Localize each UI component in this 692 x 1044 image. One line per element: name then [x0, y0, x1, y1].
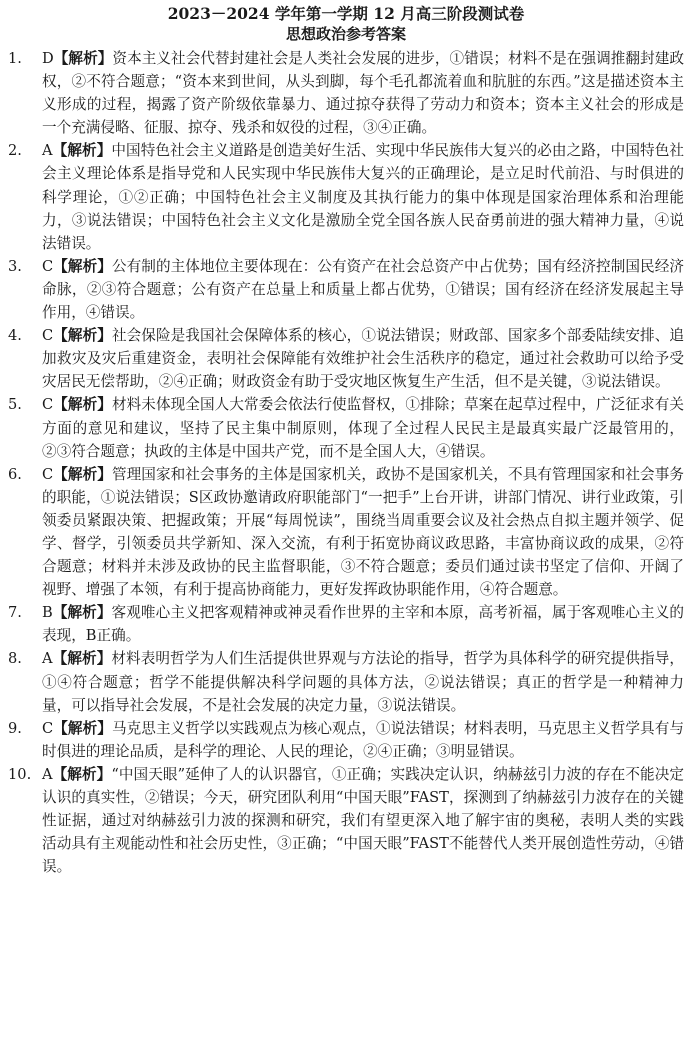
answer-body [42, 393, 684, 462]
answer-item [8, 255, 684, 324]
question-number: 7. [8, 604, 22, 622]
question-number: 5. [8, 396, 22, 414]
analysis-tag: 【解析】 [53, 50, 113, 67]
analysis-text: 材料未体现全国人大常委会依法行使监督权，①排除；草案在起草过程中，广泛征求有关方面的意见和建议，坚持了民主集中制原则，体现了全过程人民民主是最真实最广泛最管用的，②③符合题意；执政的主体是中国共产党，而不是全国人大，④错误。 [42, 396, 684, 460]
answer-item [8, 393, 684, 462]
analysis-tag: 【解析】 [53, 465, 112, 483]
question-number: 1. [8, 50, 22, 67]
analysis-text: 客观唯心主义把客观精神或神灵看作世界的主宰和本原，高考祈福，属于客观唯心主义的表现，B正确。 [42, 604, 684, 645]
question-number: 8. [8, 650, 22, 668]
analysis-tag: 【解析】 [53, 396, 112, 414]
answer-choice: C [42, 257, 54, 275]
analysis-tag: 【解析】 [52, 650, 112, 668]
question-number: 9. [8, 719, 22, 737]
analysis-text: 社会保险是我国社会保障体系的核心，①说法错误；财政部、国家多个部委陆续安排、追加救灾及灾后重建资金，表明社会保障能有效维护社会生活秩序的稳定，通过社会救助可以给予受灾居民无偿帮助，②④正确；财政资金有助于受灾地区恢复生产生活，但不是关键，③说法错误。 [42, 327, 684, 391]
answer-body [42, 601, 684, 647]
answer-item [8, 763, 684, 878]
answer-body [42, 717, 684, 763]
answer-body [42, 324, 684, 393]
answer-choice: A [42, 650, 53, 668]
answer-body [42, 47, 684, 139]
analysis-tag: 【解析】 [53, 257, 112, 275]
analysis-tag: 【解析】 [52, 142, 112, 160]
answer-body [42, 463, 684, 602]
answer-item [8, 463, 684, 602]
analysis-tag: 【解析】 [52, 765, 112, 783]
analysis-text: 管理国家和社会事务的主体是国家机关，政协不是国家机关，不具有管理国家和社会事务的职能，①说法错误；S区政协邀请政府职能部门“一把手”上台开讲，讲部门情况、讲行业政策，引领委员紧跟决策、把握政策；开展“每周悦读”，围绕当周重要会议及社会热点自拟主题并领学、促学、督学，引领委员共学新知、深入交流，有利于拓宽协商议政思路，丰富协商议政的成果，②符合题意；材料并未涉及政协的民主监督职能，③不符合题意；委员们通过读书坚定了信仰、开阔了视野、增强了本领，有利于提高协商能力，更好发挥政协职能作用，④符合题意。 [42, 465, 684, 599]
answer-choice: C [42, 719, 54, 737]
question-number: 6. [8, 465, 22, 483]
analysis-tag: 【解析】 [53, 719, 112, 737]
analysis-tag: 【解析】 [53, 327, 112, 345]
analysis-tag: 【解析】 [52, 604, 112, 622]
analysis-text: 资本主义社会代替封建社会是人类社会发展的进步，①错误；材料不是在强调推翻封建政权，②不符合题意；“资本来到世间，从头到脚，每个毛孔都流着血和肮脏的东西。”这是描述资本主义形成的过程，揭露了资产阶级依靠暴力、通过掠夺获得了劳动力和资本；资本主义社会的形成是一个充满侵略、征服、掠夺、残杀和奴役的过程，③④正确。 [42, 50, 684, 137]
page-title: 2023－2024 学年第一学期 12 月高三阶段测试卷 [167, 4, 525, 23]
analysis-text: 公有制的主体地位主要体现在：公有资产在社会总资产中占优势；国有经济控制国民经济命脉，②③符合题意；公有资产在总量上和质量上都占优势，①错误；国有经济在经济发展起主导作用，④错误。 [42, 257, 684, 322]
analysis-text: 材料表明哲学为人们生活提供世界观与方法论的指导，哲学为具体科学的研究提供指导，①④符合题意；哲学不能提供解决科学问题的具体方法，②说法错误；真正的哲学是一种精神力量，可以指导社会发展，不是社会发展的决定力量，③说法错误。 [42, 650, 684, 714]
answer-item [8, 717, 684, 763]
answer-choice: C [42, 327, 54, 345]
answer-body [42, 139, 684, 254]
answer-body [42, 763, 684, 878]
answer-item [8, 139, 684, 254]
answer-choice: B [42, 604, 53, 622]
page-subtitle: 思想政治参考答案 [285, 25, 406, 43]
answer-item [8, 324, 684, 393]
answer-choice: A [42, 765, 53, 783]
answer-item [8, 47, 684, 139]
answer-item [8, 647, 684, 716]
answer-body [42, 647, 684, 716]
question-number: 10. [8, 765, 32, 783]
answer-choice: A [42, 142, 53, 160]
answer-choice: C [42, 396, 54, 414]
analysis-text: “中国天眼”延伸了人的认识器官，①正确；实践决定认识，纳赫兹引力波的存在不能决定认识的真实性，②错误；今天，研究团队利用“中国天眼”FAST，探测到了纳赫兹引力波存在的关键性证据，通过对纳赫兹引力波的探测和研究，我们有望更深入地了解宇宙的奥秘，表明人类的实践活动具有主观能动性和社会历史性，③正确；“中国天眼”FAST不能替代人类开展创造性劳动，④错误。 [42, 765, 684, 876]
answer-body [42, 255, 684, 324]
analysis-text: 马克思主义哲学以实践观点为核心观点，①说法错误；材料表明，马克思主义哲学具有与时俱进的理论品质，是科学的理论、人民的理论，②④正确；③明显错误。 [42, 719, 684, 760]
question-number: 2. [8, 142, 22, 160]
answer-choice: D [42, 50, 54, 67]
answer-item [8, 601, 684, 647]
answer-choice: C [42, 465, 54, 483]
analysis-text: 中国特色社会主义道路是创造美好生活、实现中华民族伟大复兴的必由之路，中国特色社会主义理论体系是指导党和人民实现中华民族伟大复兴的正确理论，是立足时代前沿、与时俱进的科学理论，①②正确；中国特色社会主义制度及其执行能力的集中体现是国家治理体系和治理能力，③说法错误；中国特色社会主义文化是激励全党全国各族人民奋勇前进的强大精神力量，④说法错误。 [42, 142, 684, 252]
question-number: 3. [8, 257, 22, 275]
question-number: 4. [8, 327, 22, 345]
